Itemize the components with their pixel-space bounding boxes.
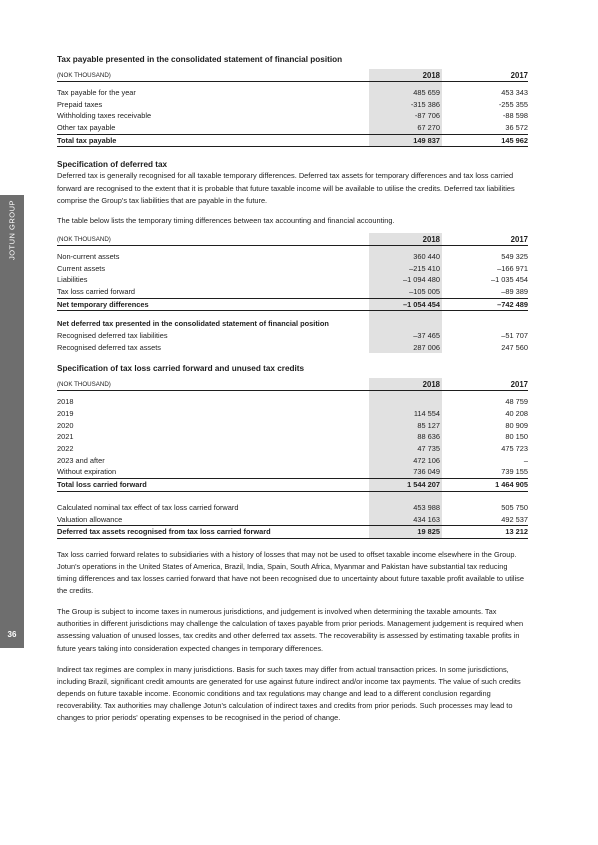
table-header (57, 233, 528, 246)
value-2018: 287 006 (413, 342, 440, 352)
table-row (57, 466, 528, 478)
value-2018: 114 554 (413, 409, 440, 418)
value-2017: –1 035 454 (491, 275, 528, 285)
value-2018: 47 735 (417, 444, 440, 454)
deferred-intro: The table below lists the temporary timing differences between tax accounting and financial accounting. (57, 215, 395, 225)
row-label: Without expiration (57, 467, 117, 477)
deferred-paragraph: Deferred tax is generally recognised for all taxable temporary differences. Deferred tax assets for temporary differences and tax loss carried forward are recognised to the extent that it is probable that future taxable income will be available to utilise the credits. Deferred tax liabilities comprise the Group's tax liabilities that are payable in the future. (57, 171, 515, 205)
row-label: Tax payable for the year (57, 88, 136, 97)
row-label: Recognised deferred tax assets (57, 342, 161, 352)
table-total-row (57, 134, 528, 148)
table-header (57, 69, 528, 82)
table-total-row (57, 525, 528, 539)
row-label: 2019 (57, 409, 74, 418)
row-label: 2023 and after (57, 455, 105, 465)
value-2018 (369, 396, 442, 408)
table-row (57, 99, 528, 111)
temporary-differences-table (57, 233, 528, 354)
table-row (57, 263, 528, 275)
value-2018: -315 386 (410, 99, 440, 109)
table-row (57, 431, 528, 443)
total-label: Net temporary differences (57, 299, 149, 309)
table-total-row (57, 478, 528, 492)
value-2018: 88 636 (417, 432, 440, 442)
row-label: Withholding taxes receivable (57, 111, 152, 121)
column-2018: 2018 (422, 234, 440, 244)
value-2017: -88 598 (502, 111, 528, 121)
row-label: Liabilities (57, 275, 88, 285)
table-row (57, 443, 528, 455)
value-2018: –37 465 (413, 330, 440, 340)
row-label: 2020 (57, 420, 74, 430)
row-label: 2022 (57, 444, 74, 454)
deferred-title: Specification of deferred tax (57, 160, 168, 170)
unit-label: (NOK THOUSAND) (57, 381, 111, 389)
value-2017: – (523, 455, 528, 465)
value-2017: 247 560 (501, 342, 528, 352)
table-row (57, 122, 528, 134)
value-2018: -87 706 (414, 111, 440, 121)
row-label: Current assets (57, 263, 106, 273)
total-2018: 149 837 (413, 135, 440, 145)
value-2017: 48 759 (505, 397, 528, 407)
page-content (57, 54, 528, 724)
value-2018: –105 005 (409, 286, 440, 296)
value-2017: –89 389 (501, 286, 528, 296)
table1-title: Tax payable presented in the consolidated statement of financial position (57, 55, 343, 64)
value-2017: 492 537 (501, 514, 528, 524)
table-row (57, 420, 528, 432)
value-2017: –51 707 (501, 330, 528, 340)
table-row (57, 286, 528, 298)
value-2017: 739 155 (501, 467, 528, 477)
row-label: 2018 (57, 397, 74, 407)
table-row (57, 408, 528, 420)
value-2018: 360 440 (413, 251, 440, 261)
total-2017: 1 464 905 (495, 480, 528, 490)
row-label: Valuation allowance (57, 514, 123, 524)
value-2018: 67 270 (417, 123, 440, 133)
value-2017: –166 971 (497, 263, 528, 273)
value-2018: 85 127 (417, 420, 440, 430)
value-2018: 736 049 (413, 467, 440, 477)
row-label: Prepaid taxes (57, 99, 103, 109)
table-subheading (57, 318, 528, 330)
total-2018: 1 544 207 (407, 480, 440, 490)
table-row (57, 514, 528, 526)
page-number: 36 (7, 630, 17, 639)
row-label: Non-current assets (57, 251, 120, 261)
indirect-tax-paragraph: Indirect tax regimes are complex in many jurisdictions. Basis for such taxes may differ from actual transaction prices. In some jurisdictions, including Brazil, significant credit amounts are generated for use against future indirect and/or income tax payments. The value of such credits depends on future taxable income. Economic conditions and tax regulations may change and lead to a different conclusion regarding recoverability. Tax authorities may challenge Jotun's calculation of indirect taxes and credits from prior periods. Such processes may lead to changes to prior periods' operating expenses to be recognised in the period of change. (57, 664, 521, 722)
total-2017: 13 212 (505, 527, 528, 537)
value-2017: 36 572 (505, 123, 528, 133)
table-total-row (57, 298, 528, 312)
table-header (57, 378, 528, 391)
total-2017: –742 489 (497, 299, 528, 309)
value-2018: 472 106 (413, 455, 440, 465)
value-2017: 505 750 (501, 502, 528, 512)
table-row (57, 274, 528, 286)
row-label: Calculated nominal tax effect of tax loss carried forward (57, 502, 239, 512)
tax-loss-paragraph: Tax loss carried forward relates to subsidiaries with a history of losses that may not be used to offset taxable income elsewhere in the Group. Jotun's operations in the United States of America, Brazil, India, Spain, South Africa, Myanmar and Pakistan have substantial tax reducing timing differences and tax losses carried forward that have not been recognised due to uncertainty about future taxable profit available to utilise the credits. (57, 549, 524, 596)
table-row (57, 110, 528, 122)
table3-title: Specification of tax loss carried forward and unused tax credits (57, 364, 305, 374)
table-row (57, 251, 528, 263)
total-2018: –1 054 454 (403, 299, 440, 309)
row-label: Recognised deferred tax liabilities (57, 330, 168, 340)
subheading-label: Net deferred tax presented in the consolidated statement of financial position (57, 319, 329, 329)
value-2017: 80 909 (505, 420, 528, 430)
table-row (57, 455, 528, 467)
row-label: Tax loss carried forward (57, 286, 136, 296)
judgement-paragraph: The Group is subject to income taxes in numerous jurisdictions, and judgement is involved when determining the taxable amounts. Tax authorities in different jurisdictions may challenge the calculation of taxes payable from prior periods. Management judgement is required when assessing valuation of unused losses, tax credits and other deferred tax assets. The recoverability is assessed by estimating taxable profits in future years taking into consideration expected changes in temporary differences. (57, 607, 524, 653)
value-2018: 434 163 (413, 514, 440, 524)
total-2018: 19 825 (417, 527, 440, 537)
value-2018: –215 410 (409, 263, 440, 273)
tax-payable-table (57, 69, 528, 147)
total-label: Total loss carried forward (57, 480, 147, 490)
value-2018: 453 988 (413, 502, 440, 512)
value-2017: 549 325 (501, 251, 528, 261)
column-2018: 2018 (422, 380, 440, 390)
value-2017: 453 343 (501, 88, 528, 97)
row-label: 2021 (57, 432, 74, 442)
sidebar-label-text: JOTUN GROUP (7, 199, 17, 261)
total-2017: 145 962 (501, 135, 528, 145)
table-row (57, 342, 528, 354)
value-2017: 80 150 (505, 432, 528, 442)
tax-loss-table (57, 378, 528, 539)
value-2017: 475 723 (501, 444, 528, 454)
column-2017: 2017 (510, 380, 528, 390)
row-label: Other tax payable (57, 123, 116, 133)
value-2018: 485 659 (413, 88, 440, 97)
column-2017: 2017 (510, 234, 528, 244)
table-row (57, 330, 528, 342)
unit-label: (NOK THOUSAND) (57, 72, 111, 79)
column-2017: 2017 (510, 71, 528, 80)
value-2017: 40 208 (505, 409, 528, 418)
value-2018: –1 094 480 (403, 275, 440, 285)
column-2018: 2018 (422, 71, 440, 80)
table-row (57, 396, 528, 408)
total-label: Total tax payable (57, 135, 117, 145)
value-2017: -255 355 (498, 99, 528, 109)
table-row (57, 87, 528, 99)
unit-label: (NOK THOUSAND) (57, 235, 111, 243)
sidebar-label (0, 195, 24, 265)
table-row (57, 502, 528, 514)
total-label: Deferred tax assets recognised from tax loss carried forward (57, 527, 271, 537)
